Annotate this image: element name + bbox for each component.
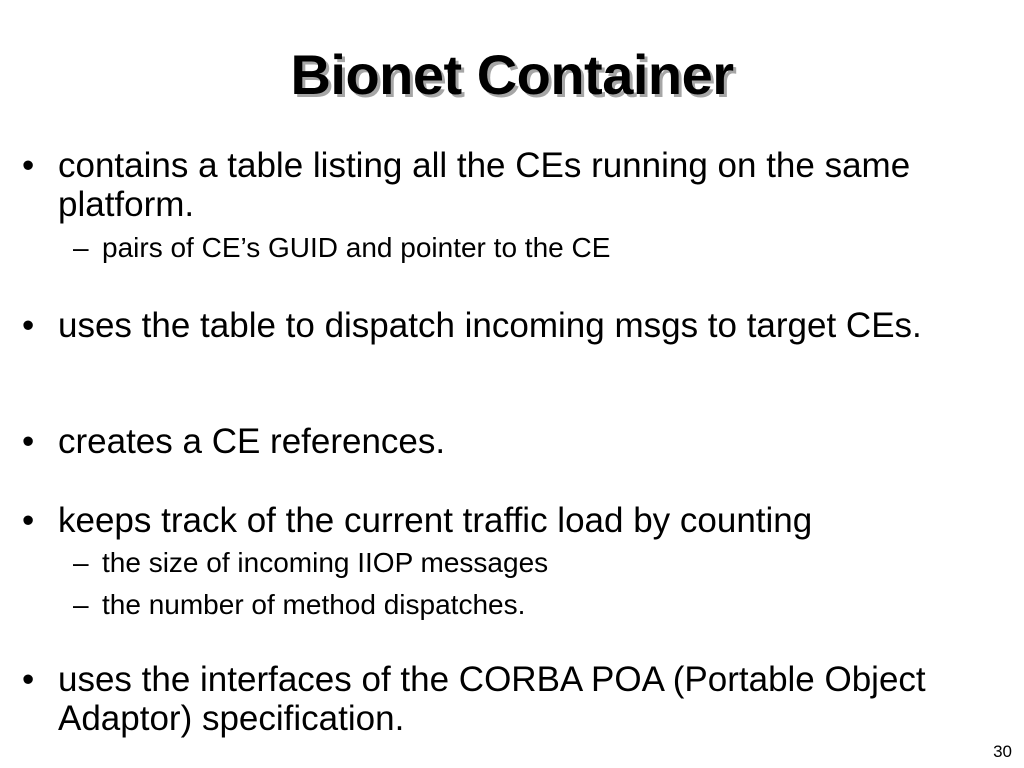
bullet-marker: • [22,146,35,185]
bullet-item: keeps track of the current traffic load by counting [58,501,813,540]
bullet-item: contains a table listing all the CEs running on the same platform. [58,146,911,224]
bullet-item: creates a CE references. [58,422,446,461]
sub-bullet-marker: – [73,232,89,263]
sub-bullet-item: the size of incoming IIOP messages [102,547,549,578]
sub-bullet-item: pairs of CE’s GUID and pointer to the CE [102,232,611,263]
sub-bullet-marker: – [73,589,89,620]
bullet-item: uses the interfaces of the CORBA POA (Portable Object Adaptor) specification. [58,660,926,738]
bullet-marker: • [22,501,35,540]
bullet-item: uses the table to dispatch incoming msgs to target CEs. [58,306,922,345]
bullet-marker: • [22,422,35,461]
sub-bullet-marker: – [73,547,89,578]
sub-bullet-item: the number of method dispatches. [102,589,526,620]
slide-title: Bionet Container [290,43,734,106]
bullet-marker: • [22,660,35,699]
bullet-marker: • [22,306,35,345]
page-number: 30 [993,742,1012,761]
